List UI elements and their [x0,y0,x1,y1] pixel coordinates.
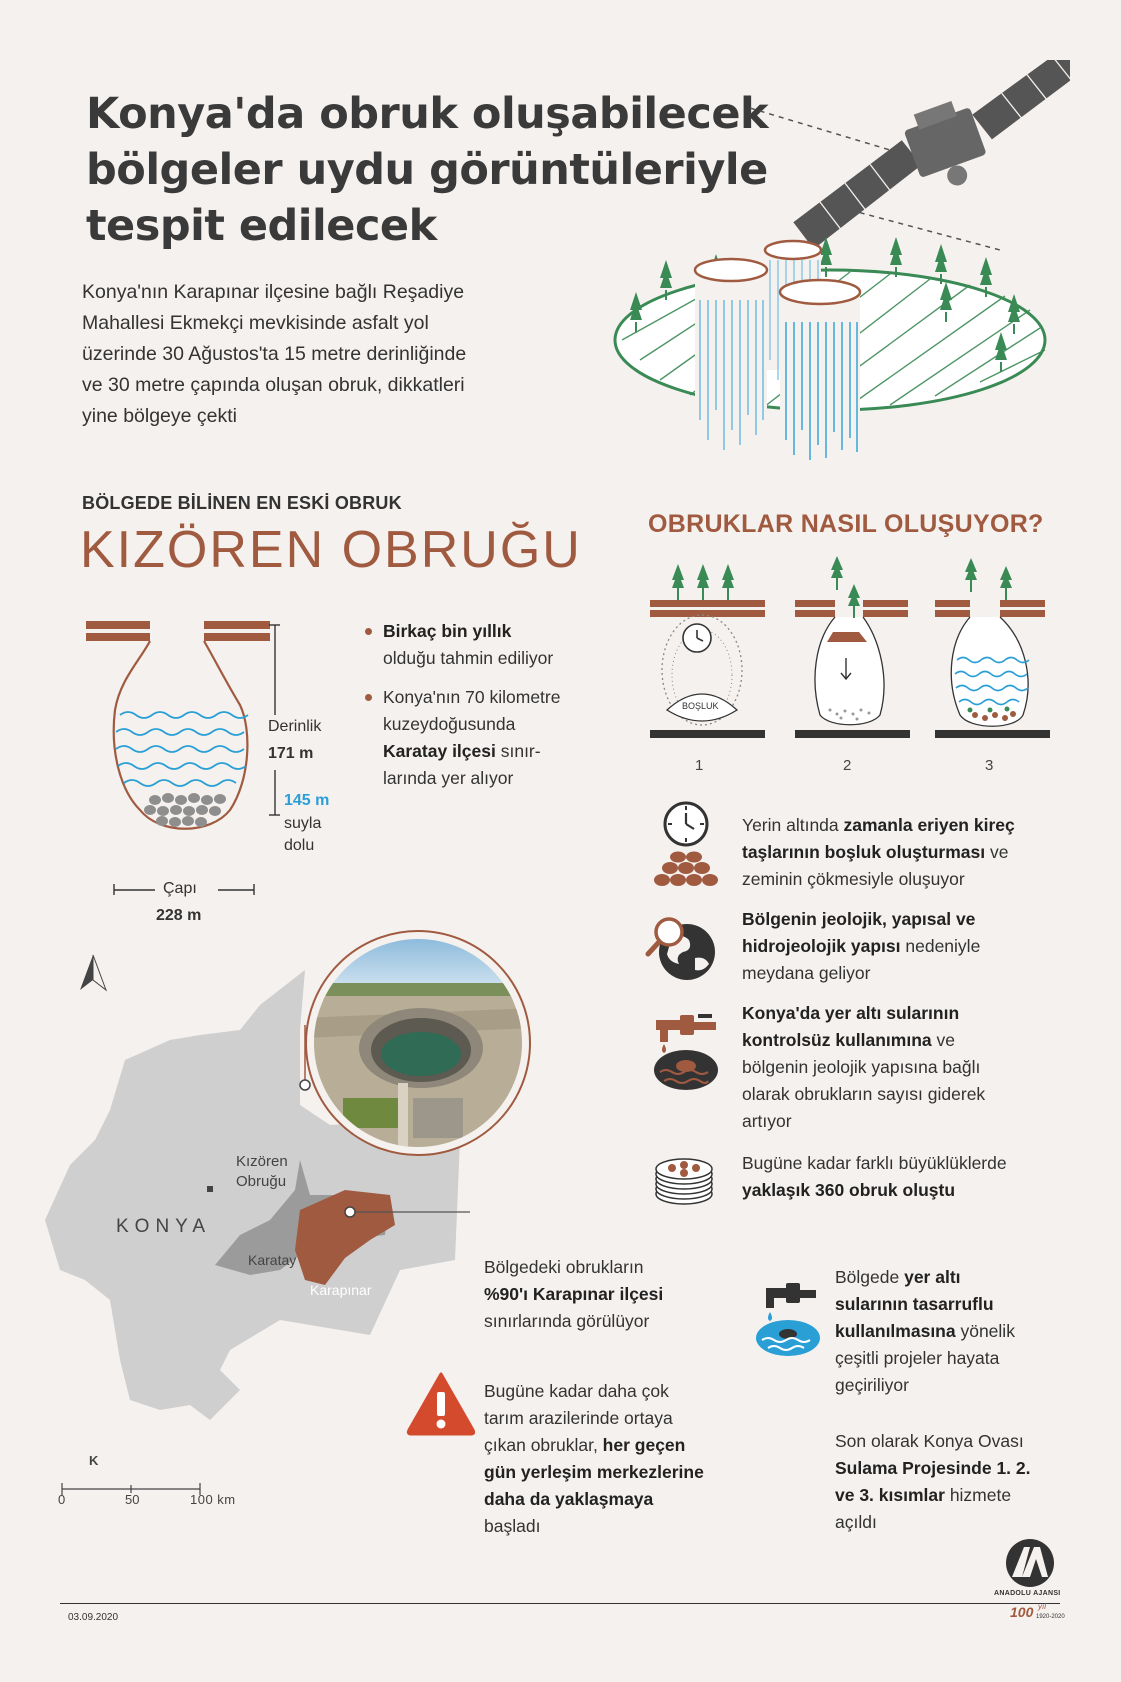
oldest-bullet-2 [383,684,560,792]
footer-divider [60,1603,1060,1604]
bullet-dot [365,694,372,701]
map-district-karapinar: Karapınar [310,1282,372,1298]
item-bold: Konya'da yer altı sularının [742,1003,960,1023]
formation-item-1 [742,812,1072,893]
water-label-2: dolu [284,837,315,854]
formation-title: OBRUKLAR NASIL OLUŞUYOR? [648,510,1044,538]
title-line-2: bölgeler uydu görüntüleriyle [86,145,768,195]
scale-100: 100 km [190,1492,236,1507]
item-text: Bugüne kadar farklı büyüklüklerde [742,1153,1007,1173]
water-bold: yer altı [904,1267,961,1287]
water-bold: kullanılmasına [835,1321,956,1341]
step-2-diagram [795,556,910,738]
stat-text: Bölgedeki obrukların [484,1257,644,1277]
bullet-1-rest: olduğu tahmin ediliyor [383,648,554,668]
aerial-photo-kizoren [303,928,533,1158]
lead-paragraph [82,277,602,432]
scale-0: 0 [58,1492,66,1507]
dimension-lines [100,615,280,895]
step-number-2: 2 [843,757,852,774]
item-text: olarak obrukların sayısı giderek [742,1084,986,1104]
irr-bold: ve 3. kısımlar [835,1485,945,1505]
oldest-bullet-1 [383,618,553,672]
warning-icon [405,1370,477,1436]
title-line-3: tespit edilecek [86,201,437,251]
scale-50: 50 [125,1492,140,1507]
water-text: yönelik [955,1321,1015,1341]
water-tap-icon [752,1280,822,1360]
satellite-field-illustration [600,60,1070,490]
stat-text: sınırlarında görülüyor [484,1311,650,1331]
depth-label: Derinlik [268,718,322,735]
stacked-discs-icon [652,1150,722,1210]
north-arrow-label: K [89,1453,99,1468]
item-text: ve [985,842,1009,862]
formation-item-3 [742,1000,1072,1135]
bullet-2-rest: sınır- [495,741,541,761]
item-text: Yerin altında [742,815,844,835]
tap-sinkhole-icon [648,1010,723,1095]
bullet-1-bold: Birkaç bin yıllık [383,621,512,641]
item-text: zeminin çökmesiyle oluşuyor [742,869,965,889]
lead-line: Konya'nın Karapınar ilçesine bağlı Reşadiye [82,281,465,303]
water-label-1: suyla [284,815,322,832]
item-text: ve [931,1030,955,1050]
irr-text: Son olarak Konya Ovası [835,1431,1024,1451]
satellite-icon [767,60,1070,252]
bullet-dot [365,628,372,635]
item-bold: taşlarının boşluk oluşturması [742,842,986,862]
map-site-label-2: Obruğu [236,1173,287,1190]
formation-steps-diagram [645,550,1085,760]
warn-bold: her geçen [602,1435,686,1455]
warn-text: Bugüne kadar daha çok [484,1381,669,1401]
item-bold: yaklaşık 360 obruk oluştu [742,1180,956,1200]
warn-text: çıkan obruklar, [484,1435,603,1455]
item-bold: zamanla eriyen kireç [843,815,1015,835]
anniversary-years: 1920-2020 [1036,1614,1065,1620]
lead-line: üzerinde 30 Ağustos'ta 15 metre derinliğinde [82,343,467,365]
item-bold: kontrolsüz kullanımına [742,1030,932,1050]
void-label: BOŞLUK [682,701,719,711]
lead-line: Mahallesi Ekmekçi mevkisinde asfalt yol [82,312,429,334]
step-1-diagram [650,564,765,738]
irr-text: hizmete [944,1485,1012,1505]
warn-bold: daha da yaklaşmaya [484,1489,654,1509]
item-text: artıyor [742,1111,792,1131]
stat-bold: %90'ı Karapınar ilçesi [484,1284,664,1304]
bullet-2-line: Konya'nın 70 kilometre [383,687,561,707]
anniversary-sub: yıl [1038,1602,1046,1611]
water-text: Bölgede [835,1267,905,1287]
footer-date: 03.09.2020 [68,1612,119,1623]
irrigation-text [835,1428,1121,1536]
oldest-sinkhole-name: KIZÖREN OBRUĞU [80,521,582,579]
step-3-diagram [935,558,1050,738]
warning-text [484,1378,814,1540]
formation-item-2 [742,906,1072,987]
water-saving-text [835,1264,1121,1399]
bullet-2-bold: Karatay ilçesi [383,741,496,761]
title-line-1: Konya'da obruk oluşabilecek [86,89,769,139]
water-text: geçiriliyor [835,1375,909,1395]
water-text: çeşitli projeler hayata [835,1348,1000,1368]
water-depth-value: 145 m [284,792,330,809]
aa-logo-text: ANADOLU AJANSI [994,1590,1061,1597]
warn-text: tarım arazilerinde ortaya [484,1408,673,1428]
depth-value: 171 m [268,745,314,762]
item-bold: hidrojeolojik yapısı [742,936,901,956]
lead-line: ve 30 metre çapında oluşan obruk, dikkatleri [82,374,465,396]
item-bold: Bölgenin jeolojik, yapısal ve [742,909,976,929]
diameter-value: 228 m [156,907,202,924]
warn-text: başladı [484,1516,541,1536]
map-district-karatay: Karatay [248,1252,297,1268]
step-number-3: 3 [985,757,994,774]
lead-line: yine bölgeye çekti [82,405,238,427]
bullet-2-line: kuzeydoğusunda [383,714,516,734]
map-site-label-1: Kızören [236,1153,288,1170]
item-text: bölgenin jeolojik yapısına bağlı [742,1057,981,1077]
item-text: meydana geliyor [742,963,871,983]
formation-item-4 [742,1150,1072,1204]
warn-bold: gün yerleşim merkezlerine [484,1462,704,1482]
irr-bold: Sulama Projesinde 1. 2. [835,1458,1031,1478]
map-region-label: KONYA [116,1216,212,1237]
bullet-2-line: larında yer alıyor [383,768,514,788]
diameter-label: Çapı [163,880,197,897]
globe-magnifier-icon [645,910,720,985]
anniversary-number: 100 [1010,1604,1034,1620]
step-number-1: 1 [695,757,704,774]
water-bold: sularının tasarruflu [835,1294,994,1314]
clock-rocks-icon [648,800,718,890]
oldest-kicker: BÖLGEDE BİLİNEN EN ESKİ OBRUK [82,493,402,513]
item-text: nedeniyle [900,936,981,956]
irr-text: açıldı [835,1512,877,1532]
